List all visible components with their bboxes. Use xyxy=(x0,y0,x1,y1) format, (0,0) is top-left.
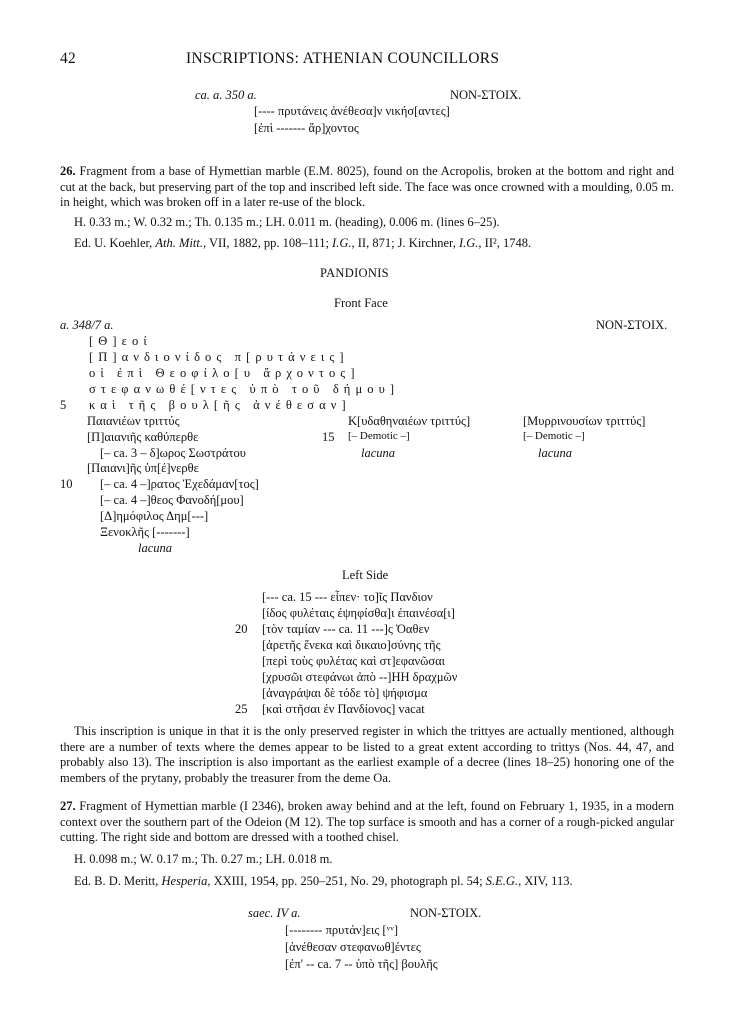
left-line-6: [χρυσῶι στεφάνωι ἀπὸ --]ΗΗ δραχμῶν xyxy=(262,670,458,684)
page-number: 42 xyxy=(60,50,77,67)
left-line-1: [--- ca. 15 --- εἶπεν· το]ῖς Πανδιον xyxy=(262,590,433,604)
entry-26-description xyxy=(60,164,674,211)
entry-27-line-3: [ἐπ' -- ca. 7 -- ὑπὸ τῆς] βουλῆς xyxy=(285,957,438,971)
top-line-1: [---- πρυτάνεις ἀνέθεσα]ν νικήσ[αντες] xyxy=(254,104,450,118)
entry-26-description-text: Fragment from a base of Hymettian marble (E.M. 8025), found on the Acropolis, broken at the bottom and right and cut at the back, but preserving part of the top and inscribed left side. The face was once crowned with a moulding, 0.05 m. in height, which was broken off in a later re-use of the block. xyxy=(60,164,675,210)
top-style: NON-ΣΤΟΙΧ. xyxy=(450,88,522,102)
entry-27-description-text: Fragment of Hymettian marble (I 2346), broken away behind and at the left, found on February 1, 1935, in a modern context over the southern part of the Odeion (M 12). The top surface is smooth and has a corner of a rough-picked angular cutting. The right side and bottom are dressed with a toothed chisel. xyxy=(60,799,674,845)
entry-26-dimensions: H. 0.33 m.; W. 0.32 m.; Th. 0.135 m.; LH. 0.011 m. (heading), 0.006 m. (lines 6–25). xyxy=(74,215,500,229)
entry-27-line-2: [ἀνέθεσαν στεφανωθ]έντες xyxy=(285,940,421,954)
left-line-5: [περὶ τοὺς φυλέτας καὶ στ]εφανῶσαι xyxy=(262,654,446,668)
top-line-2: [ἐπὶ ------- ἄρ]χοντος xyxy=(254,121,359,135)
col1-line-8: Ξενοκλῆς [-------] xyxy=(100,525,190,539)
col1-line-4: [Παιανι]ῆς ὑπ[έ]νερθε xyxy=(87,461,199,475)
line-number-5: 5 xyxy=(60,398,67,412)
col2-demotic: [– Demotic –] xyxy=(348,430,410,442)
entry-27-dimensions: H. 0.098 m.; W. 0.17 m.; Th. 0.27 m.; LH. 0.018 m. xyxy=(74,852,333,866)
front-line-1: [Θ]εοί xyxy=(89,334,152,348)
col2-line-1: Κ[υδαθηναιέων τριττύς] xyxy=(348,414,471,428)
running-title: INSCRIPTIONS: ATHENIAN COUNCILLORS xyxy=(186,50,500,67)
col1-line-2: [Π]αιανιῆς καθύπερθε xyxy=(87,430,199,444)
col1-line-6: [– ca. 4 –]θεος Φανοδή[μου] xyxy=(100,493,244,507)
left-line-7: [ἀναγράψαι δὲ τόδε τὸ] ψήφισμα xyxy=(262,686,428,700)
col3-line-1: [Μυρρινουσίων τριττύς] xyxy=(523,414,646,428)
col1-line-1: Παιανιέων τριττύς xyxy=(87,414,180,428)
line-number-20: 20 xyxy=(235,622,248,636)
line-number-15: 15 xyxy=(322,430,335,444)
left-line-8: [καὶ στῆσαι ἐν Πανδίονος] vacat xyxy=(262,702,425,716)
entry-26-edition: Ed. U. Koehler, Ath. Mitt., VII, 1882, pp. 108–111; I.G., II, 871; J. Kirchner, I.G., II², 1748. xyxy=(74,236,532,250)
front-style: NON-ΣΤΟΙΧ. xyxy=(596,318,668,332)
entry-27-description xyxy=(60,799,674,846)
left-line-4: [ἀρετῆς ἕνεκα καὶ δικαιο]σύνης τῆς xyxy=(262,638,441,652)
col2-lacuna: lacuna xyxy=(361,446,396,460)
left-line-2: [ίδος φυλέταις ἐψηφίσθα]ι ἐπαινέσα[ι] xyxy=(262,606,455,620)
col1-lacuna: lacuna xyxy=(138,541,173,555)
col3-demotic: [– Demotic –] xyxy=(523,430,585,442)
front-line-4: στεφανωθέ[ντες ὑπὸ τοῦ δήμου] xyxy=(89,382,400,396)
front-face-heading: Front Face xyxy=(334,296,388,310)
line-number-25: 25 xyxy=(235,702,248,716)
entry-27-style: NON-ΣΤΟΙΧ. xyxy=(410,906,482,920)
entry-27-number: 27. xyxy=(60,799,76,813)
entry-27-edition: Ed. B. D. Meritt, Hesperia, XXIII, 1954, pp. 250–251, No. 29, photograph pl. 54; S.E.G., XIV, 113. xyxy=(74,874,573,888)
col3-lacuna: lacuna xyxy=(538,446,573,460)
entry-27-date: saec. IV a. xyxy=(248,906,301,920)
line-number-10: 10 xyxy=(60,477,73,491)
entry-27-line-1: [-------- πρυτάν]εις [ᵛᵛ] xyxy=(285,923,399,937)
col1-line-3: [– ca. 3 – δ]ωρος Σωστράτου xyxy=(100,446,246,460)
left-line-3: [τὸν ταμίαν --- ca. 11 ---]ς Ὀαθεν xyxy=(262,622,430,636)
front-line-2: [Π]ανδιονίδος π[ρυτάνεις] xyxy=(89,350,349,364)
entry-26-commentary: This inscription is unique in that it is the only preserved register in which the trittyes are actually mentioned, although there are a number of texts where the demes appear to be listed to a great extent according to trittys (Nos. 44, 47, and probably also 13). The inscription is also important as the earliest example of a decree (lines 18–25) honoring one of the members of the prytany, probably the treasurer from the deme Oa. xyxy=(60,724,674,785)
tribe-heading: PANDIONIS xyxy=(320,266,389,280)
col1-line-5: [– ca. 4 –]ρατος Ἐχεδάμαν[τος] xyxy=(100,477,259,491)
front-line-5: καὶ τῆς βουλ[ῆς ἀνέθεσαν] xyxy=(89,398,351,412)
front-date: a. 348/7 a. xyxy=(60,318,114,332)
left-side-heading: Left Side xyxy=(342,568,389,582)
front-line-3: οἱ ἐπὶ Θεοφίλο[υ ἄρχοντος] xyxy=(89,366,360,380)
col1-line-7: [Δ]ημόφιλος Δημ[---] xyxy=(100,509,209,523)
top-date: ca. a. 350 a. xyxy=(195,88,257,102)
entry-26-number: 26. xyxy=(60,164,76,178)
